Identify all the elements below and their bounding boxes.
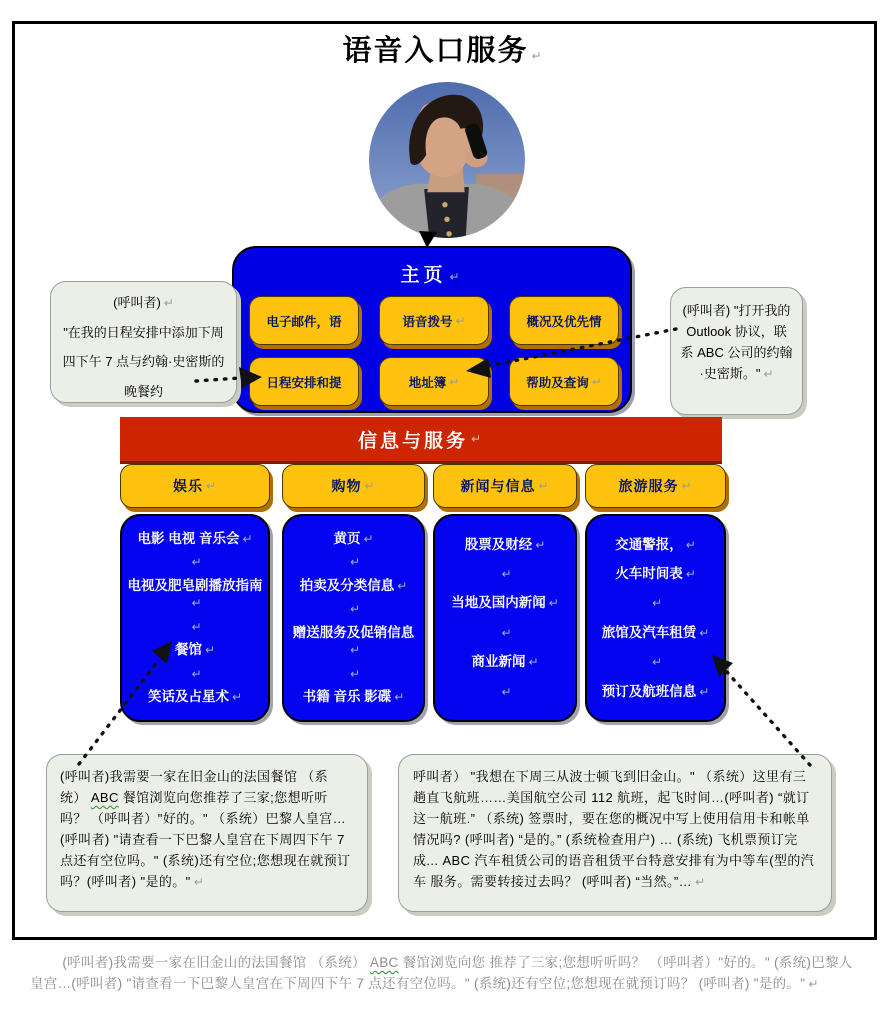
paragraph-mark: ↵ bbox=[363, 531, 374, 546]
category-button-2[interactable] bbox=[433, 464, 577, 508]
paragraph-mark: ↵ bbox=[191, 596, 202, 611]
paragraph-mark: ↵ bbox=[193, 875, 205, 890]
paragraph-mark: ↵ bbox=[349, 555, 361, 570]
blank-line bbox=[289, 665, 418, 683]
shirt-button bbox=[442, 202, 447, 207]
content-item bbox=[289, 624, 418, 659]
paragraph-mark: ↵ bbox=[808, 976, 819, 991]
category-button-3[interactable] bbox=[585, 464, 726, 508]
paragraph-mark: ↵ bbox=[470, 432, 485, 446]
category-content-box-2 bbox=[433, 514, 577, 722]
paragraph-mark: ↵ bbox=[191, 619, 202, 634]
home-menu-button-label: 帮助及查询 bbox=[526, 375, 589, 390]
category-column-entertainment bbox=[120, 464, 270, 722]
paragraph-mark: ↵ bbox=[651, 655, 663, 670]
category-button-label: 娱乐 bbox=[172, 478, 203, 494]
category-column-news bbox=[433, 464, 577, 722]
dark-shirt bbox=[424, 187, 469, 238]
paragraph-mark: ↵ bbox=[394, 690, 405, 705]
home-menu-box bbox=[232, 246, 632, 413]
home-menu-button-1[interactable] bbox=[379, 296, 489, 345]
content-item bbox=[127, 688, 263, 706]
home-menu-button-label: 概况及优先情 bbox=[526, 314, 602, 329]
content-item bbox=[440, 536, 570, 554]
footer-text: (呼叫者)我需要一家在旧金山的法国餐馆 （系统） bbox=[62, 955, 370, 970]
shirt-button bbox=[446, 231, 451, 236]
callout-restaurant-dialog bbox=[46, 754, 368, 912]
blank-line bbox=[592, 653, 719, 671]
paragraph-mark: ↵ bbox=[501, 625, 512, 640]
paragraph-mark: ↵ bbox=[191, 555, 202, 570]
category-content-box-0 bbox=[120, 514, 270, 722]
blank-line bbox=[440, 565, 570, 583]
category-button-1[interactable] bbox=[282, 464, 425, 508]
content-item-text: 餐馆 bbox=[174, 642, 202, 658]
paragraph-mark: ↵ bbox=[685, 567, 696, 582]
paragraph-mark: ↵ bbox=[651, 596, 663, 611]
content-item bbox=[127, 577, 263, 612]
category-button-label: 购物 bbox=[331, 478, 362, 494]
home-menu-button-label: 地址簿 bbox=[408, 375, 447, 390]
paragraph-mark: ↵ bbox=[763, 367, 774, 382]
home-menu-button-label: 日程安排和提 bbox=[266, 375, 342, 390]
paragraph-mark: ↵ bbox=[397, 578, 408, 593]
paragraph-mark: ↵ bbox=[535, 537, 546, 552]
paragraph-mark: ↵ bbox=[699, 684, 710, 699]
category-button-0[interactable] bbox=[120, 464, 270, 508]
paragraph-mark: ↵ bbox=[455, 313, 466, 328]
paragraph-mark: ↵ bbox=[699, 625, 710, 640]
content-item bbox=[289, 688, 418, 706]
callout-body: (呼叫者) "打开我的 Outlook 协议，联系 ABC 公司的约翰·史密斯。" bbox=[680, 303, 793, 382]
content-item bbox=[592, 683, 719, 701]
content-item bbox=[127, 530, 263, 548]
paragraph-mark: ↵ bbox=[364, 479, 376, 493]
content-item-text: 电影 电视 音乐会 bbox=[137, 530, 240, 546]
home-title bbox=[234, 260, 630, 287]
paragraph-mark: ↵ bbox=[528, 655, 539, 670]
paragraph-mark: ↵ bbox=[242, 531, 253, 546]
dialog-text-abc: ABC bbox=[90, 790, 119, 806]
content-item-text: 书籍 音乐 影碟 bbox=[302, 689, 392, 705]
category-button-label: 旅游服务 bbox=[618, 478, 679, 494]
paragraph-mark: ↵ bbox=[591, 374, 602, 389]
content-item-text: 商业新闻 bbox=[471, 654, 526, 670]
home-menu-button-4[interactable] bbox=[379, 357, 489, 406]
blank-line bbox=[440, 624, 570, 642]
paragraph-mark: ↵ bbox=[163, 296, 174, 310]
content-item bbox=[127, 641, 263, 659]
man-on-phone-illustration bbox=[369, 82, 525, 238]
content-item-text: 笑话及占星术 bbox=[147, 689, 229, 705]
services-header-text: 信息与服务 bbox=[357, 430, 468, 452]
paragraph-mark: ↵ bbox=[349, 666, 361, 681]
services-header-bar bbox=[120, 417, 722, 461]
content-item-text: 火车时间表 bbox=[615, 566, 683, 582]
content-item bbox=[592, 565, 719, 583]
callout-schedule-request bbox=[50, 281, 237, 403]
paragraph-mark: ↵ bbox=[449, 374, 460, 389]
footer-text: 餐馆浏览向您 推荐了三家;您想听听吗？ （呼叫者）"好的。" (系统)巴黎人皇宫…(呼叫者) "请查看一下巴黎人皇宫在下周四下午 7 点还有空位吗。" (系统)还有空位;您想现在就预订吗？ (呼叫者) "是的。" bbox=[30, 955, 853, 991]
blank-line bbox=[440, 683, 570, 701]
footer-dialog-paragraph bbox=[30, 953, 862, 995]
content-item bbox=[440, 653, 570, 671]
callout-flight-dialog bbox=[398, 754, 832, 912]
home-menu-button-0[interactable] bbox=[249, 296, 359, 345]
category-content-box-3 bbox=[585, 514, 726, 722]
content-item-text: 预订及航班信息 bbox=[601, 683, 697, 699]
content-item-text: 股票及财经 bbox=[464, 536, 533, 552]
content-item-text: 拍卖及分类信息 bbox=[299, 577, 395, 593]
blank-line bbox=[127, 618, 263, 636]
callout-outlook-request bbox=[670, 287, 803, 415]
blank-line bbox=[289, 600, 418, 618]
callout-heading bbox=[59, 288, 228, 318]
content-item bbox=[440, 594, 570, 612]
paragraph-mark: ↵ bbox=[501, 684, 512, 699]
content-item bbox=[289, 530, 418, 548]
home-menu-button-3[interactable] bbox=[249, 357, 359, 406]
content-item-text: 黄页 bbox=[333, 530, 361, 546]
shirt-button bbox=[444, 217, 449, 222]
page-title bbox=[0, 28, 886, 69]
content-item-text: 当地及国内新闻 bbox=[451, 595, 546, 611]
callout-heading-text: (呼叫者) bbox=[113, 295, 161, 310]
callout-body: "在我的日程安排中添加下周四下午 7 点与约翰·史密斯的晚餐约 bbox=[62, 324, 225, 399]
paragraph-mark: ↵ bbox=[548, 596, 559, 611]
category-column-travel bbox=[585, 464, 726, 722]
paragraph-mark: ↵ bbox=[231, 690, 243, 705]
category-button-label: 新闻与信息 bbox=[460, 478, 536, 494]
home-menu-button-2[interactable] bbox=[509, 296, 619, 345]
category-column-shopping bbox=[282, 464, 425, 722]
footer-text-abc: ABC bbox=[369, 955, 399, 970]
dialog-text: 餐馆浏览向您推荐了三家;您想听听吗？ （呼叫者）"好的。" （系统）巴黎人皇宫…(呼叫者) "请查看一下巴黎人皇宫在下周四下午 7 点还有空位吗。" (系统)还有空位;您想现在就预订吗？(呼叫者) "是的。" bbox=[60, 790, 351, 890]
home-menu-button-5[interactable] bbox=[509, 357, 619, 406]
content-item bbox=[592, 536, 719, 554]
content-item-text: 交通警报， bbox=[615, 536, 683, 552]
category-content-box-1 bbox=[282, 514, 425, 722]
home-title-text: 主页 bbox=[400, 265, 447, 286]
paragraph-mark: ↵ bbox=[205, 479, 218, 493]
paragraph-mark: ↵ bbox=[449, 270, 464, 284]
blank-line bbox=[592, 594, 719, 612]
paragraph-mark: ↵ bbox=[501, 567, 512, 582]
content-item bbox=[289, 577, 418, 595]
paragraph-mark: ↵ bbox=[681, 479, 693, 493]
dialog-text: (呼叫者)我需要一家在旧金山的法国餐馆 （系统） bbox=[60, 769, 329, 806]
home-menu-button-label: 语音拨号 bbox=[402, 314, 453, 329]
caller-photo bbox=[369, 82, 525, 238]
paragraph-mark: ↵ bbox=[685, 537, 696, 552]
dialog-text: 呼叫者） "我想在下周三从波士顿飞到旧金山。" （系统）这里有三趟直飞航班……美国航空公司 112 航班，起飞时间…(呼叫者) “就订这一航班.” （系统) 签票时，要在您的概况中写上使用信用卡和帐单情况吗? (呼叫者) “是的。” (系统检查用户) … (系统) 飞机票预订完成... ABC 汽车租赁公司的语音租赁平台特意安排有为中等车(型的汽车 服务。需要转接过去吗？ (呼叫者) “当然。”… bbox=[413, 769, 815, 890]
blank-line bbox=[127, 553, 263, 571]
page-title-text: 语音入口服务 bbox=[342, 35, 529, 67]
home-menu-button-label: 电子邮件，语 bbox=[266, 314, 342, 329]
paragraph-mark: ↵ bbox=[191, 666, 202, 681]
paragraph-mark: ↵ bbox=[349, 643, 361, 658]
paragraph-mark: ↵ bbox=[695, 875, 706, 890]
content-item-text: 赠送服务及促销信息 bbox=[292, 624, 415, 640]
content-item-text: 电视及肥皂剧播放指南 bbox=[127, 577, 263, 593]
blank-line bbox=[289, 553, 418, 571]
paragraph-mark: ↵ bbox=[538, 479, 550, 493]
home-buttons-grid bbox=[247, 294, 621, 408]
paragraph-mark: ↵ bbox=[349, 602, 361, 617]
blank-line bbox=[127, 665, 263, 683]
content-item bbox=[592, 624, 719, 642]
paragraph-mark: ↵ bbox=[204, 643, 216, 658]
content-item-text: 旅馆及汽车租赁 bbox=[601, 624, 697, 640]
paragraph-mark: ↵ bbox=[531, 49, 544, 63]
